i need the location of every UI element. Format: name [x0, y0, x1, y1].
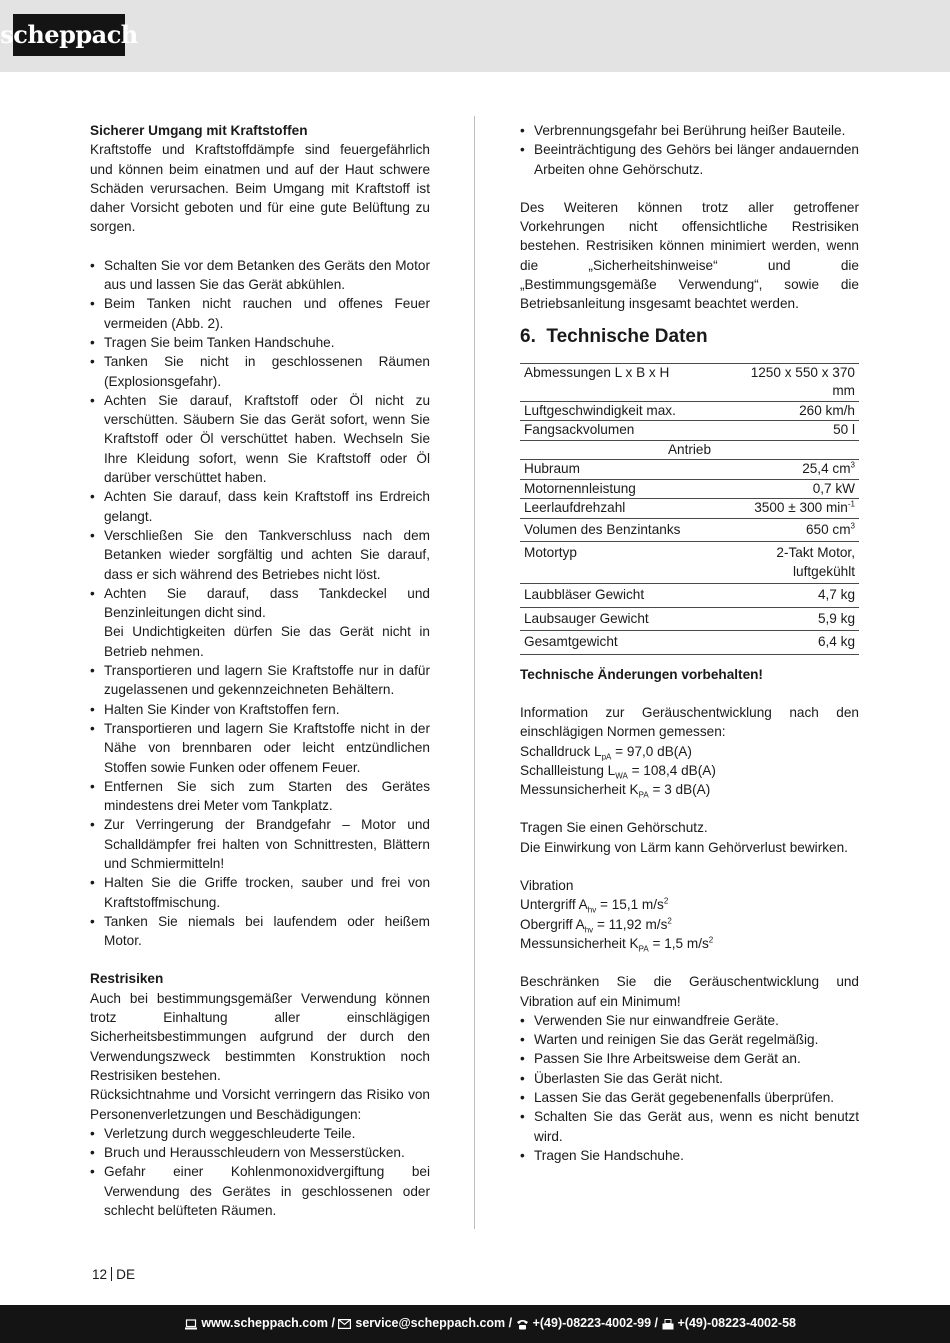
table-row — [520, 542, 859, 584]
list-item: • Passen Sie Ihre Arbeitsweise dem Gerät an. — [520, 1049, 859, 1068]
spec-value: 3500 ± 300 $\min^{-1}$ — [723, 499, 859, 519]
spec-label: Fangsackvolumen — [520, 421, 723, 441]
table-row — [520, 499, 859, 519]
list-item: • Entfernen Sie sich zum Starten des Gerätes mindestens drei Meter vom Tankplatz. — [90, 777, 430, 816]
spec-value: 650 $cm^3$ — [723, 518, 859, 542]
table-row — [520, 479, 859, 499]
footer-separator: / — [505, 1316, 516, 1331]
scheppach-logo: scheppach — [13, 14, 125, 56]
spec-value: 25,4 $cm^3$ — [723, 460, 859, 480]
spec-value: 5,9 kg — [723, 607, 859, 631]
residual-risks-list — [90, 1124, 430, 1220]
list-item: • Verbrennungsgefahr bei Berührung heißer Bauteile. — [520, 121, 859, 140]
list-item: • Schalten Sie das Gerät aus, wenn es nicht benutzt wird. — [520, 1107, 859, 1146]
noise-uncertainty-line: Messunsicherheit $K_{PA} = 3$ dB(A) — [520, 782, 711, 800]
spec-label: Leerlaufdrehzahl — [520, 499, 723, 519]
spec-label: Motortyp — [520, 542, 723, 584]
technical-changes-note: Technische Änderungen vorbehalten! — [520, 666, 763, 682]
right-column — [520, 121, 859, 1165]
list-item: • Lassen Sie das Gerät gegebenenfalls überprüfen. — [520, 1088, 859, 1107]
list-item: • Überlasten Sie das Gerät nicht. — [520, 1069, 859, 1088]
technical-data-heading: 6. Technische Daten — [520, 325, 708, 347]
list-item: • Beim Tanken nicht rauchen und offenes Feuer vermeiden (Abb. 2). — [90, 294, 430, 333]
sound-power-line: Schallleistung $L_{WA} = 108,4$ dB(A) — [520, 762, 716, 781]
table-row — [520, 460, 859, 480]
language-code: DE — [116, 1267, 136, 1282]
sound-pressure-line: Schalldruck $L_{pA} = 97,0$ dB(A) — [520, 743, 692, 762]
hearing-loss-text: Die Einwirkung von Lärm kann Gehörverlust bewirken. — [520, 839, 848, 855]
fuel-safety-heading: Sicherer Umgang mit Kraftstoffen — [90, 123, 308, 138]
list-item: • Zur Verringerung der Brandgefahr – Motor und Schalldämpfer frei halten von Schnittresten, Blättern und Schmiermitteln! — [90, 815, 430, 873]
spec-section-label: Antrieb — [520, 440, 859, 460]
page-footer-number — [92, 1265, 135, 1284]
list-item: • Halten Sie Kinder von Kraftstoffen fern. — [90, 700, 430, 719]
table-row — [520, 363, 859, 401]
table-row — [520, 607, 859, 631]
spec-label: Abmessungen L x B x H — [520, 363, 723, 401]
column-divider — [474, 116, 475, 1229]
page-number: 12 — [92, 1267, 108, 1282]
computer-icon — [185, 1319, 197, 1330]
list-item: • Verwenden Sie nur einwandfreie Geräte. — [520, 1011, 859, 1030]
residual-risks-heading: Restrisiken — [90, 971, 164, 987]
table-row — [520, 584, 859, 608]
list-item: • Verletzung durch weggeschleuderte Teile. — [90, 1124, 430, 1143]
spec-value: 1250 x 550 x 370 mm — [723, 363, 859, 401]
phone-number[interactable]: +(49)-08223-4002-99 — [532, 1316, 652, 1331]
vibration-upper-grip-line: Obergriff $A_{hv} = 11,92$ $m/s^2$ — [520, 916, 672, 935]
spec-label: Gesamtgewicht — [520, 631, 723, 655]
fuel-safety-intro: Kraftstoffe und Kraftstoffdämpfe sind feuergefährlich und können beim einatmen und auf der Haut schwere Schäden verursachen. Beim Umgang mit Kraftstoff ist daher Vorsicht geboten und für eine gute Belüftung zu sorgen. — [90, 142, 430, 235]
list-item: • Achten Sie darauf, dass Tankdeckel und Benzinleitungen dicht sind. Bei Undichtigkeiten dürfen Sie das Gerät nicht in Betrieb nehmen. — [90, 584, 430, 661]
list-item: • Verschließen Sie den Tankverschluss nach dem Betanken wieder sorgfältig und achten Sie darauf, dass er sich während des Betriebes nicht löst. — [90, 526, 430, 584]
list-item: • Beeinträchtigung des Gehörs bei länger andauernden Arbeiten ohne Gehörschutz. — [520, 140, 859, 179]
spec-value: 260 km/h — [723, 401, 859, 421]
spec-value: 0,7 kW — [723, 479, 859, 499]
fax-number[interactable]: +(49)-08223-4002-58 — [677, 1316, 796, 1331]
list-item: • Tanken Sie nicht in geschlossenen Räumen (Explosionsgefahr). — [90, 352, 430, 391]
vibration-lower-grip-line: Untergriff $A_{hv} = 15,1$ $m/s^2$ — [520, 896, 669, 916]
fuel-safety-list — [90, 256, 430, 951]
website-link[interactable]: www.scheppach.com — [201, 1316, 328, 1331]
noise-intro: Information zur Geräuschentwicklung nach den einschlägigen Normen gemessen: — [520, 704, 859, 740]
spec-label: Luftgeschwindigkeit max. — [520, 401, 723, 421]
reduce-noise-list — [520, 1011, 859, 1165]
phone-icon — [516, 1319, 529, 1330]
footer-separator: / — [327, 1316, 339, 1331]
reduce-noise-intro: Beschränken Sie die Geräuschentwicklung und Vibration auf ein Minimum! — [520, 974, 859, 1009]
table-section-row — [520, 440, 859, 460]
spec-label: Volumen des Benzintanks — [520, 518, 723, 542]
list-item: • Tragen Sie beim Tanken Handschuhe. — [90, 333, 430, 352]
technical-data-table — [520, 363, 859, 655]
list-item: • Achten Sie darauf, dass kein Kraftstoff ins Erdreich gelangt. — [90, 487, 430, 526]
residual-risks-paragraph: Rücksichtnahme und Vorsicht verringern das Risiko von Personenverletzungen und Beschädigungen: — [90, 1087, 430, 1122]
residual-risks-paragraph: Auch bei bestimmungsgemäßer Verwendung können trotz Einhaltung aller einschlägigen Sicherheitsbestimmungen aufgrund der durch den Verwendungszweck bestimmten Konstruktion noch Restrisiken bestehen. — [90, 990, 430, 1083]
list-item: • Achten Sie darauf, Kraftstoff oder Öl nicht zu verschütten. Säubern Sie das Gerät sofort, wenn Sie Kraftstoff oder Öl verschüttet haben. Wechseln Sie Ihre Kleidung sofort, wenn Sie Kraftstoff oder Öl darüber verschüttet haben. — [90, 391, 430, 487]
footer-contact-bar — [0, 1305, 950, 1343]
vibration-uncertainty-line: Messunsicherheit $K_{PA} = 1,5$ $m/s^2$ — [520, 935, 714, 954]
email-link[interactable]: service@scheppach.com — [355, 1316, 506, 1331]
list-item: • Bruch und Herausschleudern von Messerstücken. — [90, 1143, 430, 1162]
residual-risks-list-continued — [520, 121, 859, 179]
list-item: • Gefahr einer Kohlenmonoxidvergiftung bei Verwendung des Gerätes in geschlossenen oder schlecht belüfteten Räumen. — [90, 1162, 430, 1220]
list-item: • Halten Sie die Griffe trocken, sauber und frei von Kraftstoffmischung. — [90, 873, 430, 912]
footer-separator: / — [651, 1316, 662, 1331]
residual-risks-paragraph: Des Weiteren können trotz aller getroffener Vorkehrungen nicht offensichtliche Restrisiken bestehen. Restrisiken können minimiert werden, wenn die „Sicherheitshinweise“ und die „Bestimmungsgemäße Verwendung“, sowie die Betriebsanleitung insgesamt beachtet werden. — [520, 199, 859, 312]
table-row — [520, 631, 859, 655]
vibration-heading: Vibration — [520, 878, 574, 894]
spec-value: 4,7 kg — [723, 584, 859, 608]
spec-label: Hubraum — [520, 460, 723, 480]
email-icon — [338, 1319, 351, 1329]
left-column — [90, 121, 430, 1220]
spec-label: Laubbläser Gewicht — [520, 584, 723, 608]
spec-value: 50 l — [723, 421, 859, 441]
list-item: • Transportieren und lagern Sie Kraftstoffe nur in dafür zugelassenen und gekennzeichneten Behältern. — [90, 661, 430, 700]
table-row — [520, 401, 859, 421]
spec-value: 2-Takt Motor, luftgekühlt — [723, 542, 859, 584]
list-item: • Tanken Sie niemals bei laufendem oder heißem Motor. — [90, 912, 430, 951]
spec-label: Laubsauger Gewicht — [520, 607, 723, 631]
list-item: • Schalten Sie vor dem Betanken des Geräts den Motor aus und lassen Sie das Gerät abkühlen. — [90, 256, 430, 295]
table-row — [520, 421, 859, 441]
divider — [111, 1267, 112, 1281]
list-item: • Tragen Sie Handschuhe. — [520, 1146, 859, 1165]
hearing-protection-text: Tragen Sie einen Gehörschutz. — [520, 820, 708, 836]
list-item: • Warten und reinigen Sie das Gerät regelmäßig. — [520, 1030, 859, 1049]
spec-value: 6,4 kg — [723, 631, 859, 655]
spec-label: Motornennleistung — [520, 479, 723, 499]
list-item: • Transportieren und lagern Sie Kraftstoffe nicht in der Nähe von brennbaren oder leicht entzündlichen Stoffen sowie Funken oder offenem Feuer. — [90, 719, 430, 777]
fax-icon — [662, 1319, 674, 1330]
header-bar — [0, 0, 950, 72]
table-row — [520, 518, 859, 542]
